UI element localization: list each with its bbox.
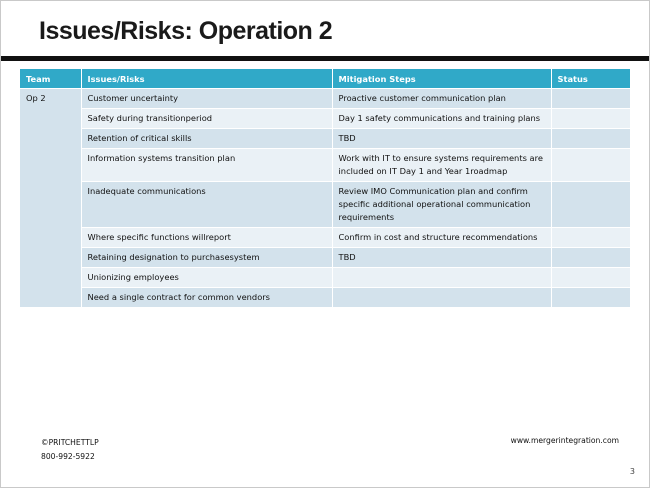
status-cell — [551, 248, 630, 268]
table-row — [20, 248, 630, 268]
issue-cell: Retaining designation to purchasesystem — [81, 248, 332, 268]
header-status: Status — [551, 69, 630, 89]
status-cell — [551, 89, 630, 109]
mitigation-cell: Review IMO Communication plan and confirm specific additional operational communication requirements — [332, 182, 551, 228]
page-number: 3 — [629, 467, 635, 476]
mitigation-cell: Work with IT to ensure systems requirements are included on IT Day 1 and Year 1roadmap — [332, 149, 551, 182]
issue-cell: Customer uncertainty — [81, 89, 332, 109]
issue-cell: Where specific functions willreport — [81, 228, 332, 248]
mitigation-cell: TBD — [332, 248, 551, 268]
header-mitigation-steps: Mitigation Steps — [332, 69, 551, 89]
status-cell — [551, 149, 630, 182]
status-cell — [551, 109, 630, 129]
title-divider — [1, 56, 649, 61]
issues-risks-table — [20, 69, 631, 308]
status-cell — [551, 288, 630, 308]
mitigation-cell — [332, 268, 551, 288]
table-row — [20, 149, 630, 182]
footer-company: ©PRITCHETTLP — [41, 438, 99, 447]
mitigation-cell: Day 1 safety communications and training plans — [332, 109, 551, 129]
slide-title: Issues/Risks: Operation 2 — [39, 17, 333, 45]
table-row — [20, 182, 630, 228]
table-row — [20, 268, 630, 288]
table-row — [20, 228, 630, 248]
team-cell: Op 2 — [20, 89, 81, 308]
status-cell — [551, 182, 630, 228]
mitigation-cell — [332, 288, 551, 308]
issue-cell: Safety during transitionperiod — [81, 109, 332, 129]
status-cell — [551, 228, 630, 248]
table-row — [20, 89, 630, 109]
header-team: Team — [20, 69, 81, 89]
footer-phone: 800-992-5922 — [41, 452, 95, 461]
table-row — [20, 288, 630, 308]
issue-cell: Retention of critical skills — [81, 129, 332, 149]
issue-cell: Information systems transition plan — [81, 149, 332, 182]
issue-cell: Need a single contract for common vendors — [81, 288, 332, 308]
issue-cell: Unionizing employees — [81, 268, 332, 288]
status-cell — [551, 129, 630, 149]
table-row — [20, 129, 630, 149]
mitigation-cell: Confirm in cost and structure recommendations — [332, 228, 551, 248]
table-header-row — [20, 69, 630, 89]
issue-cell: Inadequate communications — [81, 182, 332, 228]
status-cell — [551, 268, 630, 288]
footer-contact — [41, 436, 99, 464]
footer-website[interactable]: www.mergerintegration.com — [510, 436, 619, 445]
mitigation-cell: TBD — [332, 129, 551, 149]
table-row — [20, 109, 630, 129]
header-issues-risks: Issues/Risks — [81, 69, 332, 89]
mitigation-cell: Proactive customer communication plan — [332, 89, 551, 109]
